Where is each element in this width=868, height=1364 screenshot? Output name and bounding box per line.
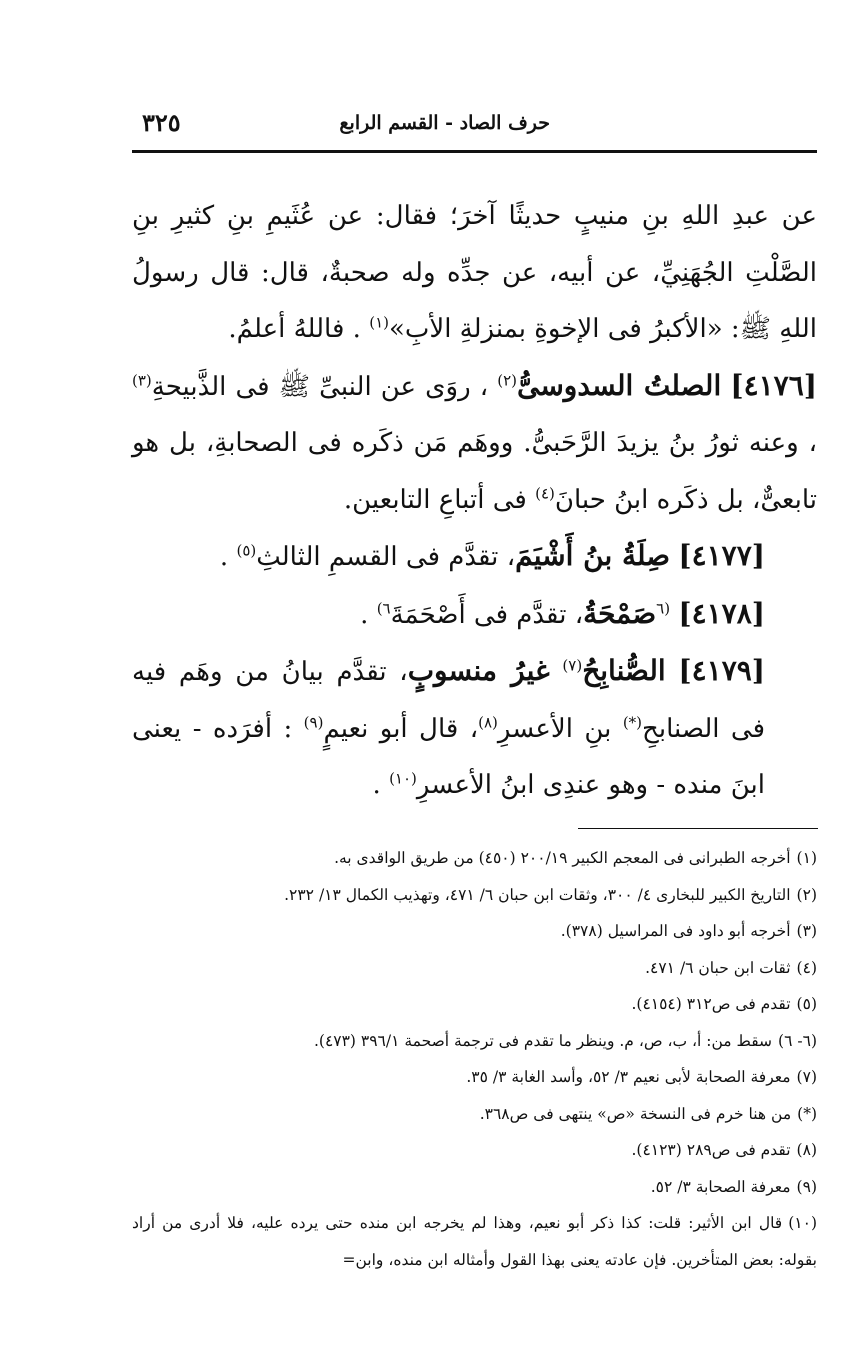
entry-4178: [132, 586, 817, 644]
entry-name-qualifier: غيرُ منسوبٍ: [407, 654, 550, 687]
footnote-ref: (٦: [656, 598, 671, 617]
footnote-ref: (٢): [497, 370, 517, 389]
footnote-ref: (٨): [478, 712, 498, 731]
footnote: [132, 986, 817, 1023]
footnote: [132, 913, 817, 950]
entry-text: بنِ الأعسرِ: [497, 713, 612, 744]
entry-text: .: [360, 599, 369, 630]
footnote-text: ثقات ابن حبان ٦/ ٤٧١.: [645, 958, 791, 977]
footnote-text: سقط من: أ، ب، ص، م. وينظر ما تقدم فى ترجمة أصحمة ٣٩٦/١ (٤٧٣).: [313, 1031, 773, 1050]
footnote-text: من هنا خرم فى النسخة «ص» ينتهى فى ص٣٦٨.: [479, 1104, 792, 1123]
entry-4177: [132, 528, 817, 586]
intro-paragraph: [132, 188, 817, 358]
entry-text: ، تقدَّم فى القسمِ الثالثِ: [256, 542, 516, 572]
header-rule: [132, 150, 817, 153]
footnote-ref: ٦): [376, 598, 391, 617]
entry-text: .: [219, 542, 229, 572]
footnote-text: تقدم فى ص٣١٢ (٤١٥٤).: [631, 995, 791, 1013]
footnote: [132, 1096, 817, 1133]
footnote-marker: (٨): [796, 1141, 817, 1159]
footnote: [132, 1059, 817, 1096]
intro-tail: . فاللهُ أعلمُ.: [228, 314, 361, 344]
entry-number: [٤١٧٧]: [678, 539, 765, 572]
entry-number: [٤١٧٩]: [678, 654, 766, 687]
entry-text: ، قال أبو نعيمٍ: [323, 713, 479, 744]
footnote-ref: (١): [369, 313, 389, 332]
intro-text: عن عبدِ اللهِ بنِ منيبٍ حديثًا آخرَ؛ فقال: عن عُثَيمِ بنِ كثيرِ بنِ الصَّلْتِ الجُهَنِيِّ، عن أبيه، عن جدِّه وله صحبةٌ، قال: قال رسولُ اللهِ ﷺ: «الأكبرُ فى الإخوةِ بمنزلةِ الأبِ»: [132, 201, 817, 344]
footnotes: [132, 840, 817, 1278]
entry-name: الصُّنابِحُ: [582, 654, 666, 687]
entry-text: .: [372, 770, 381, 800]
footnote-marker: (٣): [796, 922, 817, 940]
footnote: [132, 1205, 817, 1278]
entry-name: صِلَةُ بنُ أَشْيَمَ: [515, 539, 671, 572]
entry-text: فى أتباعِ التابعين.: [343, 484, 527, 515]
footnote-ref: (٣): [132, 370, 152, 389]
footnote-ref: (٩): [303, 712, 324, 731]
entry-number: [٤١٧٦]: [730, 368, 817, 402]
footnote-marker: (٢): [796, 885, 817, 904]
footnote: [132, 877, 817, 914]
footnote-marker: (٧): [796, 1068, 817, 1086]
footnote-marker: (٤): [796, 958, 817, 977]
page-number: ٣٢٥: [142, 108, 181, 137]
entry-name: صَمْحَةُ: [583, 596, 657, 630]
footnotes-separator: [578, 828, 818, 829]
footnote-text: قال ابن الأثير: قلت: كذا ذكر أبو نعيم، وهذا لم يخرجه ابن منده حتى يرده عليه، فلا أدرى من أراد بقوله: بعض المتأخرين. فإن عادته يعنى بهذا القول وأمثاله ابن منده، وابن=: [132, 1214, 817, 1269]
footnote-ref: (١٠): [389, 769, 417, 788]
entry-number: [٤١٧٨]: [678, 596, 765, 630]
main-text: [132, 188, 817, 814]
footnote: [132, 1132, 817, 1169]
footnote: [132, 1023, 817, 1060]
entry-text: ، تقدَّم بيانُ من وهَم فيه فى الصنابحِ: [132, 657, 766, 744]
footnote-text: معرفة الصحابة ٣/ ٥٢.: [650, 1177, 791, 1196]
footnote-marker: (١٠): [788, 1214, 817, 1232]
footnote-ref: (٧): [562, 656, 583, 675]
entry-text: ، تقدَّم فى أَصْحَمَةَ: [390, 599, 584, 630]
footnote: [132, 840, 817, 877]
entry-4176: [132, 358, 817, 529]
footnote-text: معرفة الصحابة لأبى نعيم ٣/ ٥٢، وأسد الغابة ٣/ ٣٥.: [466, 1068, 791, 1086]
footnote-ref: (*): [622, 712, 643, 731]
page-header: [120, 104, 820, 144]
footnote-ref: (٥): [236, 541, 257, 560]
footnote-text: أخرجه الطبرانى فى المعجم الكبير ٢٠٠/١٩ (٤٥٠) من طريق الواقدى به.: [334, 849, 791, 867]
footnote-text: تقدم فى ص٢٨٩ (٤١٢٣).: [631, 1141, 791, 1159]
entry-text: ، روَى عن النبىِّ ﷺ فى الذَّبيحةِ: [151, 371, 489, 402]
footnote: [132, 1169, 817, 1206]
entry-4179: [132, 643, 817, 814]
entry-text: ، وعنه ثورُ بنُ يزيدَ الرَّحَبىُّ. ووهَم مَن ذكَره فى الصحابةِ، بل هو تابعىٌّ، بل ذكَره ابنُ حبانَ: [132, 428, 817, 515]
footnote-marker: (٩): [796, 1177, 817, 1196]
footnote: [132, 950, 817, 987]
footnote-marker: (١): [796, 849, 817, 867]
entry-name: الصلتُ السدوسىُّ: [517, 368, 722, 402]
footnote-text: أخرجه أبو داود فى المراسيل (٣٧٨).: [560, 922, 791, 940]
footnote-ref: (٤): [535, 483, 555, 502]
footnote-marker: (*): [797, 1104, 817, 1123]
footnote-marker: (٦- ٦): [778, 1031, 817, 1050]
entry-text: : أفرَده - يعنى ابنَ منده - وهو عندِى ابنُ الأعسرِ: [132, 713, 765, 800]
footnote-marker: (٥): [796, 995, 817, 1013]
running-title: حرف الصاد - القسم الرابع: [339, 112, 550, 134]
footnote-text: التاريخ الكبير للبخارى ٤/ ٣٠٠، وثقات ابن حبان ٦/ ٤٧١، وتهذيب الكمال ١٣/ ٢٣٢.: [284, 885, 791, 904]
